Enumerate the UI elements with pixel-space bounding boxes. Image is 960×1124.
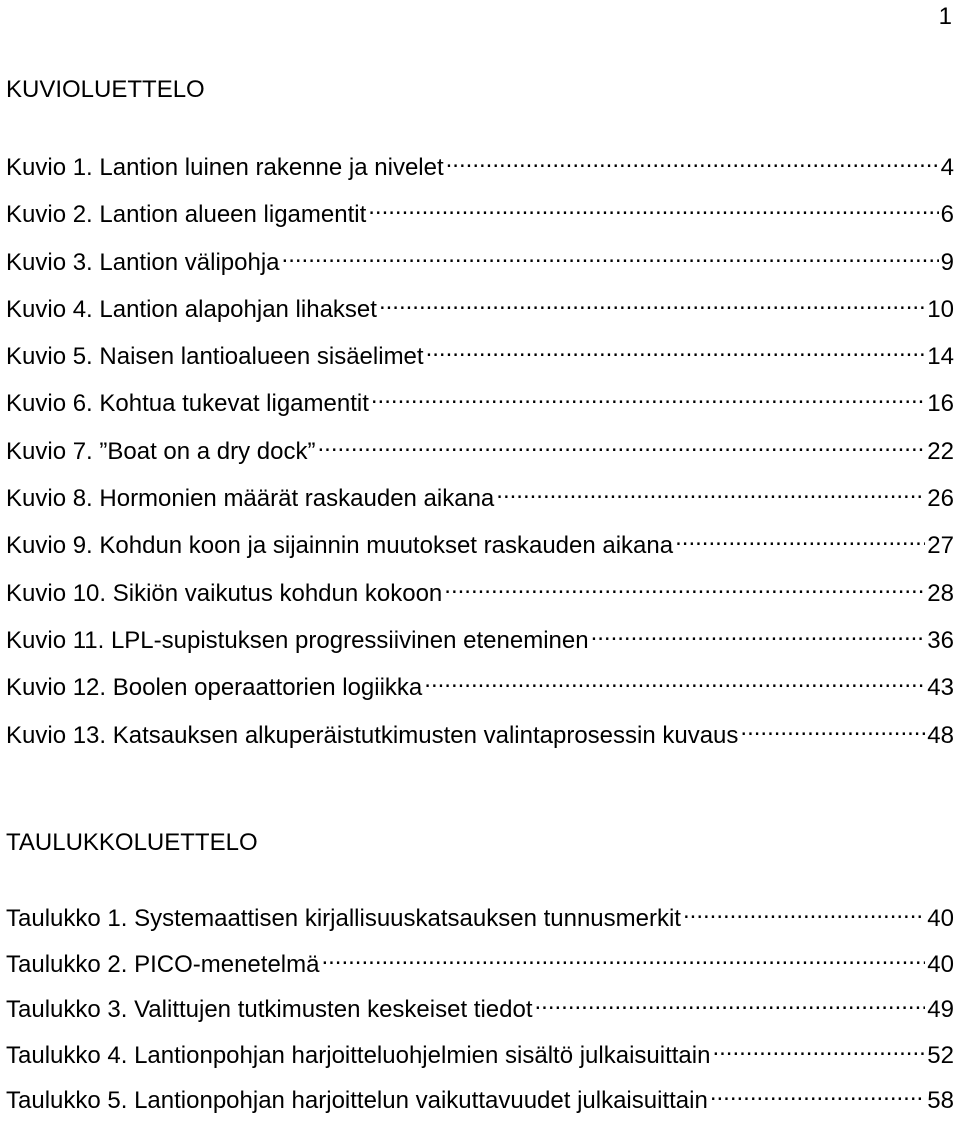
- dot-leader: [444, 571, 925, 601]
- figure-entry[interactable]: [6, 618, 954, 665]
- dot-leader: [426, 334, 926, 364]
- figure-entry-label: Kuvio 4. Lantion alapohjan lihakset: [6, 295, 377, 323]
- figure-entry-label: Kuvio 7. ”Boat on a dry dock”: [6, 437, 316, 465]
- page-number: 1: [938, 3, 952, 30]
- table-entry-label: Taulukko 4. Lantionpohjan harjoitteluohjelmien sisältö julkaisuittain: [6, 1041, 711, 1069]
- dot-leader: [683, 896, 925, 926]
- table-entry-label: Taulukko 2. PICO-menetelmä: [6, 950, 320, 978]
- tables-list: [6, 896, 954, 1124]
- figure-entry-label: Kuvio 1. Lantion luinen rakenne ja nivelet: [6, 154, 444, 181]
- figure-entry[interactable]: [6, 240, 954, 287]
- tables-heading-text: TAULUKKOLUETTELO: [6, 829, 258, 856]
- dot-leader: [371, 381, 925, 411]
- table-entry[interactable]: [6, 1033, 954, 1079]
- figure-entry-label: Kuvio 5. Naisen lantioalueen sisäelimet: [6, 343, 424, 371]
- tables-heading: [6, 828, 258, 858]
- figure-entry-page-number: 14: [927, 343, 954, 371]
- figures-list: [6, 145, 954, 760]
- figure-entry-page-number: 16: [927, 390, 954, 418]
- dot-leader: [675, 523, 925, 553]
- figure-entry-page-number: 36: [927, 626, 954, 654]
- figure-entry-label: Kuvio 3. Lantion välipohja: [6, 248, 280, 276]
- figure-entry[interactable]: [6, 334, 954, 381]
- figure-entry[interactable]: [6, 145, 954, 192]
- dot-leader: [496, 476, 925, 506]
- figures-heading-text: KUVIOLUETTELO: [6, 76, 205, 103]
- figure-entry[interactable]: [6, 192, 954, 239]
- dot-leader: [318, 429, 926, 459]
- dot-leader: [424, 665, 925, 695]
- figures-heading: [6, 75, 205, 105]
- table-entry[interactable]: [6, 942, 954, 988]
- dot-leader: [321, 942, 925, 972]
- dot-leader: [368, 192, 938, 222]
- figure-entry-page-number: 22: [927, 437, 954, 465]
- figure-entry[interactable]: [6, 713, 954, 760]
- table-entry-label: Taulukko 1. Systemaattisen kirjallisuuskatsauksen tunnusmerkit: [6, 905, 681, 932]
- figure-entry-label: Kuvio 12. Boolen operaattorien logiikka: [6, 674, 423, 702]
- table-entry-label: Taulukko 3. Valittujen tutkimusten keskeiset tiedot: [6, 996, 533, 1024]
- figure-entry-label: Kuvio 10. Sikiön vaikutus kohdun kokoon: [6, 579, 443, 607]
- figure-entry[interactable]: [6, 429, 954, 476]
- figure-entry-page-number: 26: [927, 485, 954, 513]
- table-entry-page-number: 52: [927, 1041, 954, 1069]
- figure-entry[interactable]: [6, 665, 954, 712]
- figure-entry[interactable]: [6, 287, 954, 334]
- dot-leader: [712, 1033, 925, 1063]
- figure-entry[interactable]: [6, 523, 954, 570]
- table-entry-label: Taulukko 5. Lantionpohjan harjoittelun vaikuttavuudet julkaisuittain: [6, 1087, 708, 1115]
- dot-leader: [282, 240, 939, 270]
- table-entry-page-number: 40: [927, 950, 954, 978]
- dot-leader: [740, 713, 925, 743]
- figure-entry-page-number: 4: [940, 154, 954, 181]
- figure-entry-label: Kuvio 8. Hormonien määrät raskauden aikana: [6, 485, 495, 513]
- figure-entry-label: Kuvio 2. Lantion alueen ligamentit: [6, 201, 367, 229]
- table-entry-page-number: 40: [927, 905, 954, 932]
- figure-entry-page-number: 10: [927, 295, 954, 323]
- figure-entry-page-number: 28: [927, 579, 954, 607]
- figure-entry-label: Kuvio 13. Katsauksen alkuperäistutkimusten valintaprosessin kuvaus: [6, 721, 739, 749]
- figure-entry[interactable]: [6, 381, 954, 428]
- dot-leader: [591, 618, 926, 648]
- dot-leader: [710, 1078, 925, 1108]
- figure-entry-page-number: 9: [940, 248, 954, 276]
- table-entry[interactable]: [6, 896, 954, 942]
- table-entry-page-number: 49: [927, 996, 954, 1024]
- figure-entry-page-number: 43: [927, 674, 954, 702]
- table-entry[interactable]: [6, 987, 954, 1033]
- figure-entry-page-number: 6: [940, 201, 954, 229]
- figure-entry-label: Kuvio 11. LPL-supistuksen progressiivinen eteneminen: [6, 626, 589, 654]
- dot-leader: [379, 287, 925, 317]
- table-entry[interactable]: [6, 1078, 954, 1124]
- dot-leader: [446, 145, 939, 175]
- figure-entry-page-number: 48: [927, 721, 954, 749]
- figure-entry-page-number: 27: [927, 532, 954, 560]
- table-entry-page-number: 58: [927, 1087, 954, 1115]
- dot-leader: [535, 987, 926, 1017]
- figure-entry-label: Kuvio 6. Kohtua tukevat ligamentit: [6, 390, 369, 418]
- figure-entry-label: Kuvio 9. Kohdun koon ja sijainnin muutokset raskauden aikana: [6, 532, 674, 560]
- figure-entry[interactable]: [6, 571, 954, 618]
- figure-entry[interactable]: [6, 476, 954, 523]
